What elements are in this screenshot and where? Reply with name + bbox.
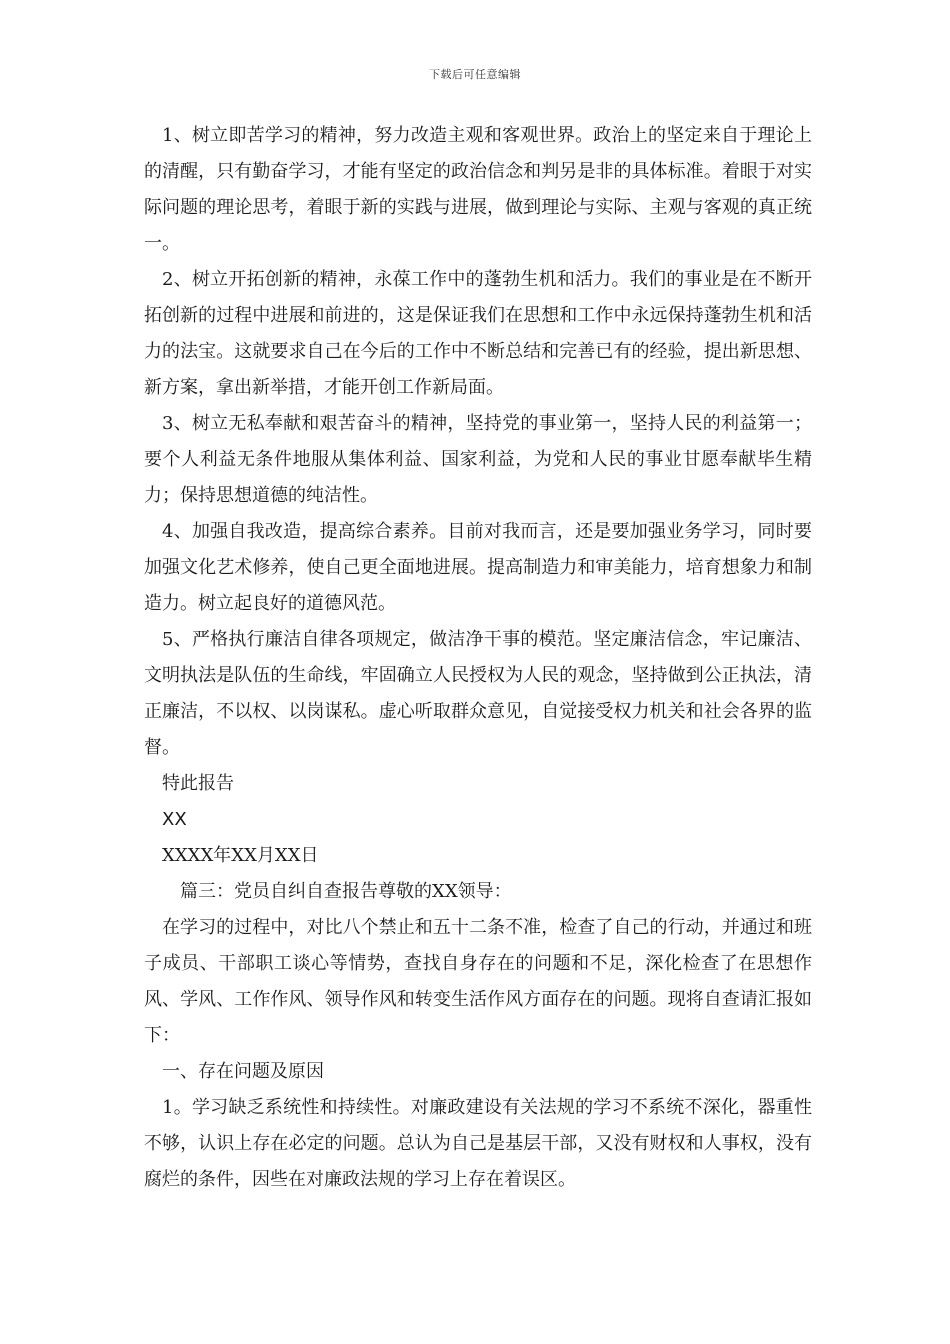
section-heading: 一、存在问题及原因 xyxy=(162,1061,324,1082)
closing-report: 特此报告 xyxy=(162,773,234,794)
paragraph-2: 2、树立开拓创新的精神，永葆工作中的蓬勃生机和活力。我们的事业是在不断开拓创新的过程中进展和前进的，这是保证我们在思想和工作中永远保持蓬勃生机和活力的法宝。这就要求自己在今后的工作中不断总结和完善已有的经验，提出新思想、新方案，拿出新举措，才能开创工作新局面。 xyxy=(144,269,812,398)
paragraph-5: 5、严格执行廉洁自律各项规定，做洁净干事的模范。坚定廉洁信念，牢记廉洁、文明执法是队伍的生命线，牢固确立人民授权为人民的观念，坚持做到公正执法，清正廉洁，不以权、以岗谋私。虚心听取群众意见，自觉接受权力机关和社会各界的监督。 xyxy=(144,629,812,758)
document-body xyxy=(144,118,812,1198)
section-item-1: 1。学习缺乏系统性和持续性。对廉政建设有关法规的学习不系统不深化，器重性不够，认识上存在必定的问题。总认为自己是基层干部，又没有财权和人事权，没有腐烂的条件，因些在对廉政法规的学习上存在着误区。 xyxy=(144,1097,812,1190)
section-title: 篇三：党员自纠自查报告尊敬的XX领导： xyxy=(180,881,512,902)
closing-date: XXXX年XX月XX日 xyxy=(162,845,319,866)
closing-name: XX xyxy=(162,809,187,830)
section-intro: 在学习的过程中，对比八个禁止和五十二条不准，检查了自己的行动，并通过和班子成员、干部职工谈心等情势，查找自身存在的问题和不足，深化检查了在思想作风、学风、工作作风、领导作风和转变生活作风方面存在的问题。现将自查请汇报如下： xyxy=(144,917,812,1046)
paragraph-4: 4、加强自我改造，提高综合素养。目前对我而言，还是要加强业务学习，同时要加强文化艺术修养，使自己更全面地进展。提高制造力和审美能力，培育想象力和制造力。树立起良好的道德风范。 xyxy=(144,521,812,614)
paragraph-1: 1、树立即苦学习的精神，努力改造主观和客观世界。政治上的坚定来自于理论上的清醒，只有勤奋学习，才能有坚定的政治信念和判另是非的具体标准。着眼于对实际问题的理论思考，着眼于新的实践与进展，做到理论与实际、主观与客观的真正统一。 xyxy=(144,125,812,254)
paragraph-3: 3、树立无私奉献和艰苦奋斗的精神，坚持党的事业第一，坚持人民的利益第一；要个人利益无条件地服从集体利益、国家利益，为党和人民的事业甘愿奉献毕生精力；保持思想道德的纯洁性。 xyxy=(144,413,812,506)
page-header: 下载后可任意编辑 xyxy=(429,68,521,81)
